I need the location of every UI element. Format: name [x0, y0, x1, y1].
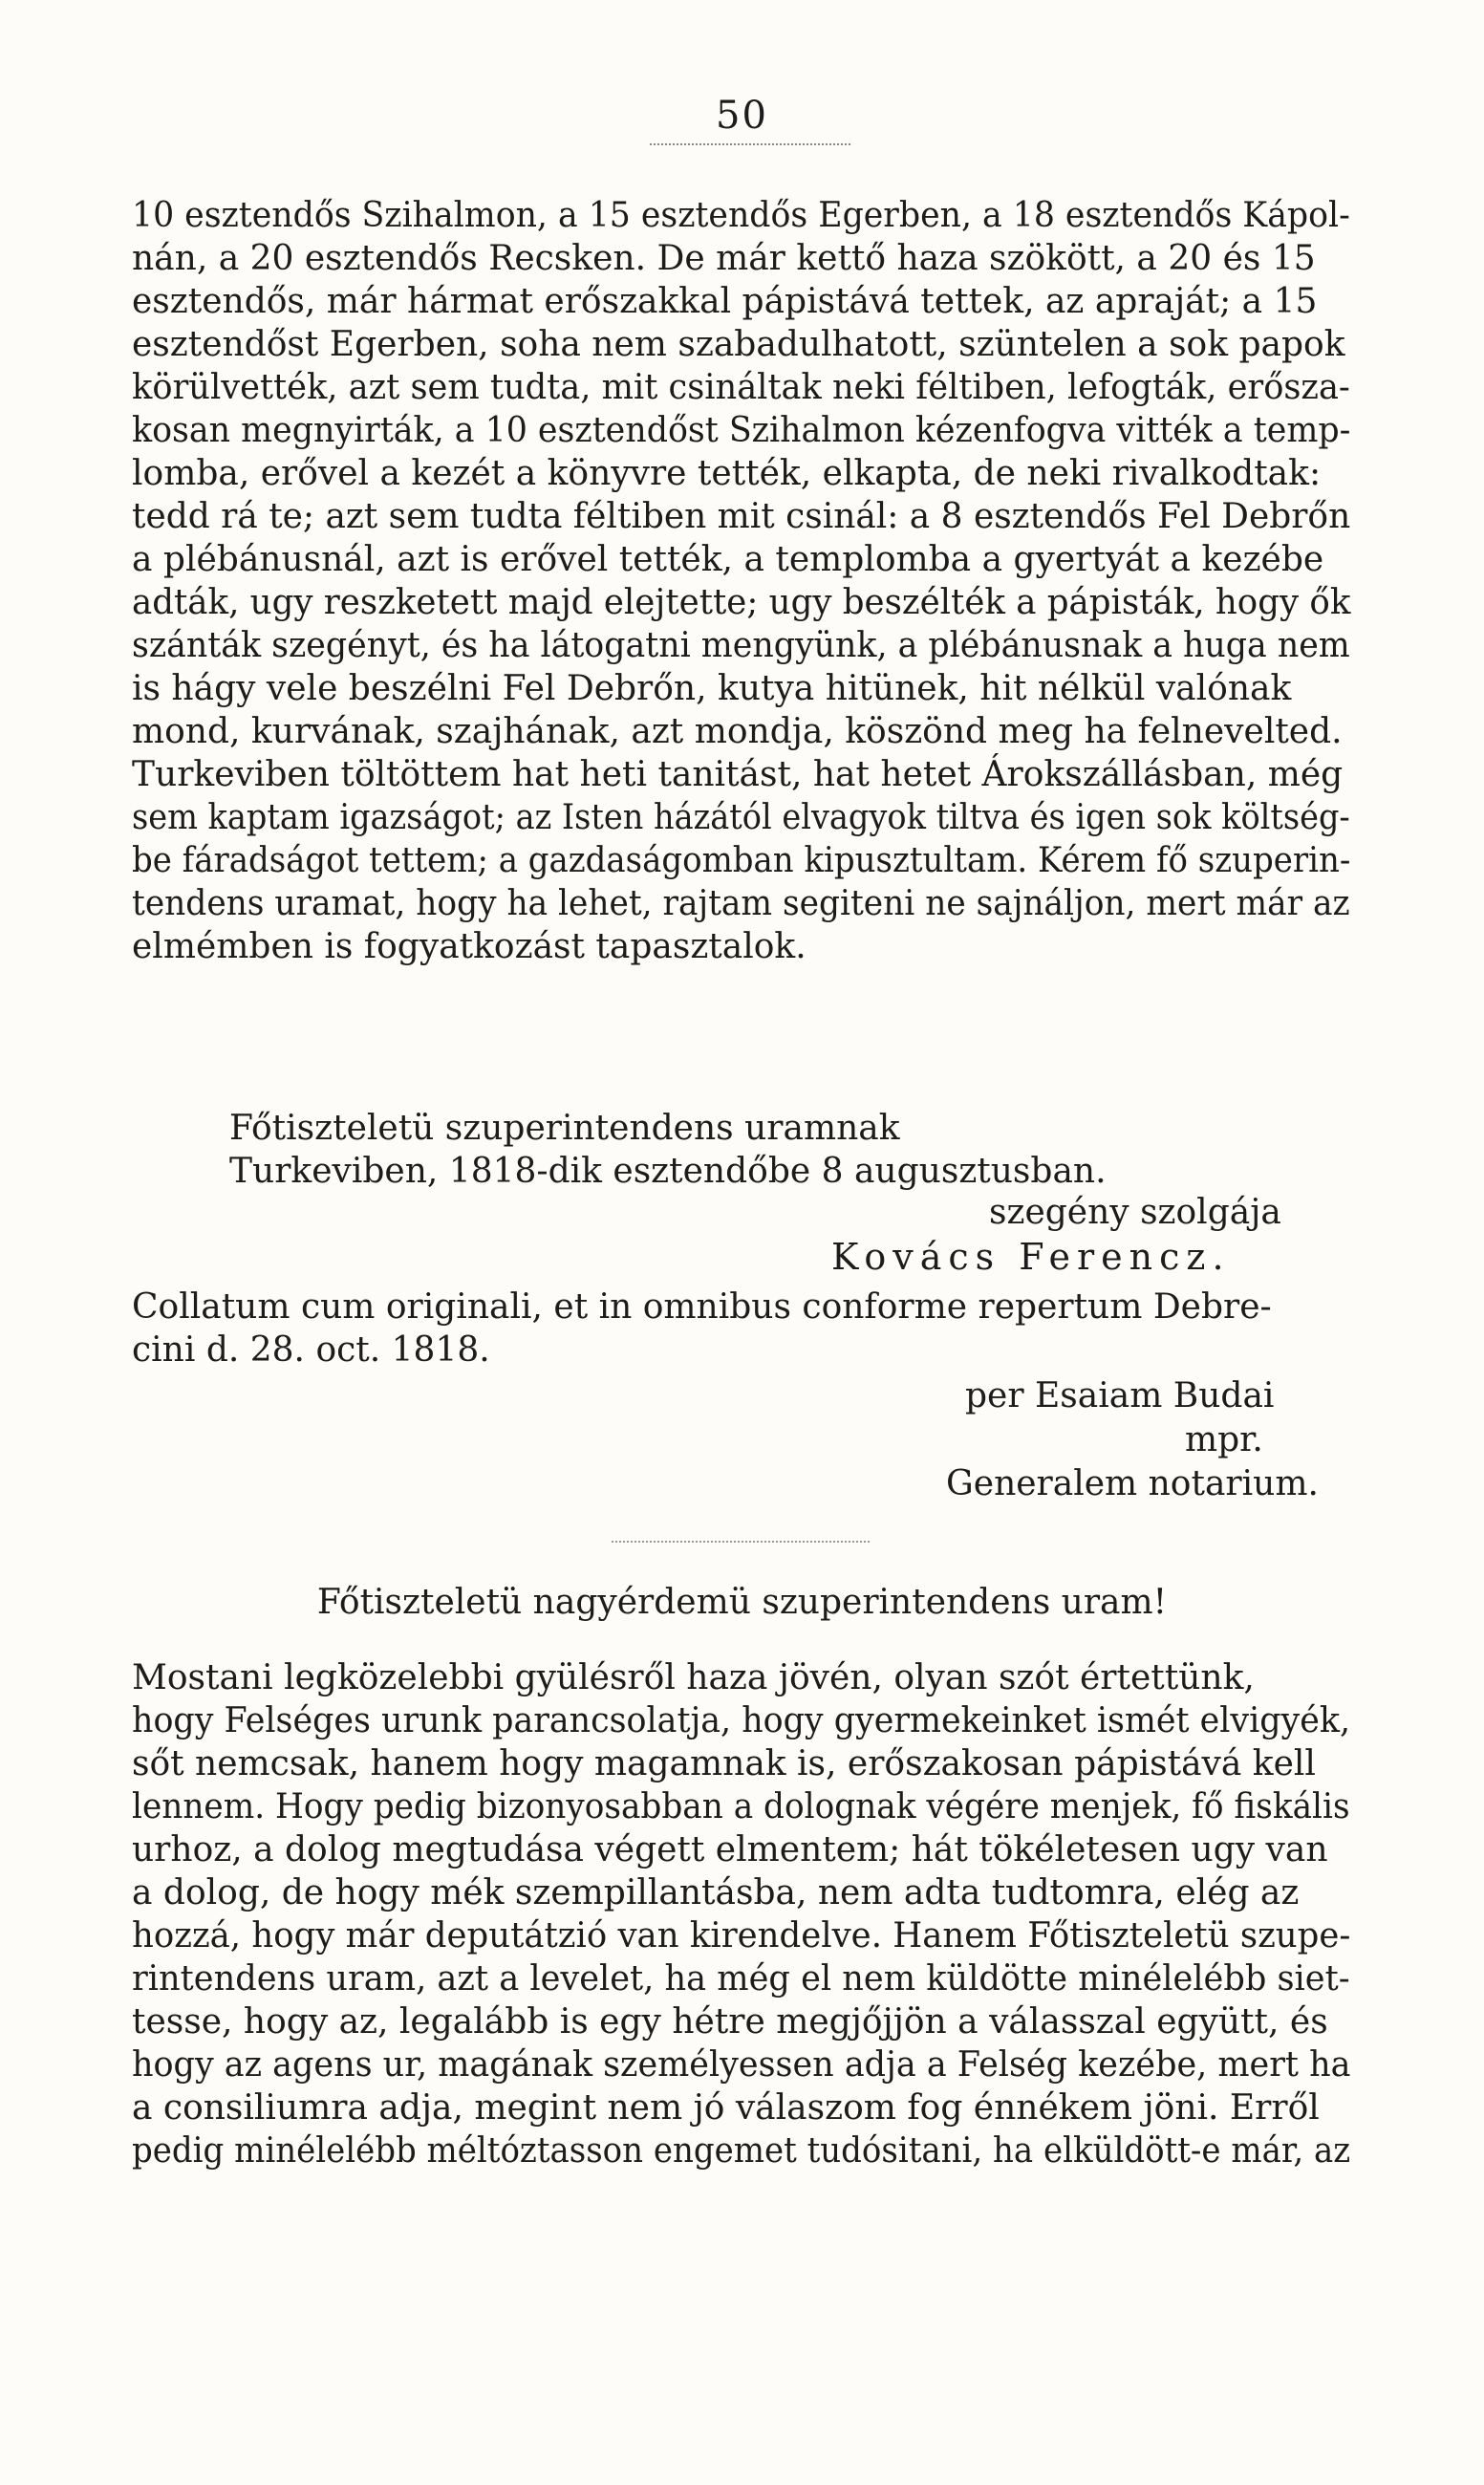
- text-line: kosan megnyirták, a 10 esztendőst Szihalmon kézenfogva vitték a temp-: [132, 411, 1351, 450]
- letter1-signature: Kovács Ferencz.: [831, 1236, 1231, 1278]
- text-line: Mostani legközelebbi gyülésről haza jövén, olyan szót értettünk,: [132, 1658, 1255, 1697]
- text-line: elmémben is fogyatkozást tapasztalok.: [132, 927, 807, 966]
- text-line: lennem. Hogy pedig bizonyosabban a dolognak végére menjek, fő fiskális: [132, 1787, 1350, 1826]
- page-number: 50: [716, 94, 768, 138]
- text-line: mond, kurvának, szajhának, azt mondja, köszönd meg ha felnevelted.: [132, 712, 1343, 751]
- text-line: tedd rá te; azt sem tudta féltiben mit csinál: a 8 esztendős Fel Debrőn: [132, 497, 1351, 536]
- text-line: sőt nemcsak, hanem hogy magamnak is, erőszakosan pápistává kell: [132, 1744, 1316, 1783]
- text-line: hogy Felséges urunk parancsolatja, hogy gyermekeinket ismét elvigyék,: [132, 1701, 1351, 1740]
- header-ornament: [650, 143, 850, 149]
- text-line: körülvették, azt sem tudta, mit csináltak neki féltiben, lefogták, erősza-: [132, 368, 1350, 407]
- collatum-note: [132, 1286, 1350, 1372]
- text-line: sem kaptam igazságot; az Isten házától elvagyok tiltva és igen sok költség-: [132, 798, 1350, 837]
- text-line: tendens uramat, hogy ha lehet, rajtam segiteni ne sajnáljon, mert már az: [132, 884, 1350, 923]
- text-line: rintendens uram, azt a levelet, ha még el nem küldötte minélelébb siet-: [132, 1959, 1350, 1999]
- text-line: tesse, hogy az, legalább is egy hétre megjőjjön a válasszal együtt, és: [132, 2002, 1328, 2042]
- section-divider: [612, 1541, 870, 1545]
- letter1-closing: szegény szolgája: [989, 1193, 1281, 1232]
- text-line: esztendős, már hármat erőszakkal pápistává tettek, az apraját; a 15: [132, 282, 1318, 321]
- text-line: 10 esztendős Szihalmon, a 15 esztendős Egerben, a 18 esztendős Kápol-: [132, 196, 1350, 235]
- text-line: a consiliumra adja, megint nem jó válaszom fog énnékem jöni. Erről: [132, 2088, 1320, 2128]
- text-line: urhoz, a dolog megtudása végett elmentem; hát tökéletesen ugy van: [132, 1830, 1328, 1869]
- text-line: Turkeviben töltöttem hat heti tanitást, hat hetet Árokszállásban, még: [132, 755, 1344, 794]
- text-line: pedig minélelébb méltóztasson engemet tudósitani, ha elküldött-e már, az: [132, 2131, 1351, 2171]
- text-line: nán, a 20 esztendős Recsken. De már kettő haza szökött, a 20 és 15: [132, 239, 1316, 278]
- text-line: lomba, erővel a kezét a könyvre tették, elkapta, de neki rivalkodtak:: [132, 454, 1322, 493]
- text-line: cini d. 28. oct. 1818.: [132, 1330, 490, 1370]
- text-line: hogy az agens ur, magának személyessen adja a Felség kezébe, mert ha: [132, 2045, 1351, 2085]
- text-line: esztendőst Egerben, soha nem szabadulhatott, szüntelen a sok papok: [132, 325, 1345, 364]
- notary-line-3: Generalem notarium.: [946, 1464, 1319, 1503]
- text-line: szánták szegényt, és ha látogatni mengyünk, a plébánusnak a huga nem: [132, 626, 1350, 665]
- text-line: adták, ugy reszketett majd elejtette; ugy beszélték a pápisták, hogy ők: [132, 583, 1351, 622]
- letter2-body: [132, 1656, 1350, 2172]
- text-line: be fáradságot tettem; a gazdaságomban kipusztultam. Kérem fő szuperin-: [132, 841, 1351, 880]
- text-line: a plébánusnál, azt is erővel tették, a templomba a gyertyát a kezébe: [132, 540, 1324, 579]
- text-line: hozzá, hogy már deputátzió van kirendelve. Hanem Főtiszteletü szupe-: [132, 1916, 1351, 1956]
- text-line: a dolog, de hogy mék szempillantásba, nem adta tudtomra, elég az: [132, 1873, 1300, 1912]
- letter1-salutation: Főtiszteletü szuperintendens uramnak: [229, 1109, 900, 1148]
- notary-line-2: mpr.: [1185, 1420, 1263, 1459]
- text-line: is hágy vele beszélni Fel Debrőn, kutya hitünek, hit nélkül valónak: [132, 669, 1292, 708]
- notary-line-1: per Esaiam Budai: [965, 1376, 1275, 1415]
- letter1-place-date: Turkeviben, 1818-dik esztendőbe 8 augusztusban.: [229, 1152, 1107, 1191]
- letter2-greeting: Főtiszteletü nagyérdemü szuperintendens uram!: [316, 1583, 1168, 1622]
- text-line: Collatum cum originali, et in omnibus conforme repertum Debre-: [132, 1287, 1272, 1327]
- letter1-body: [132, 194, 1350, 968]
